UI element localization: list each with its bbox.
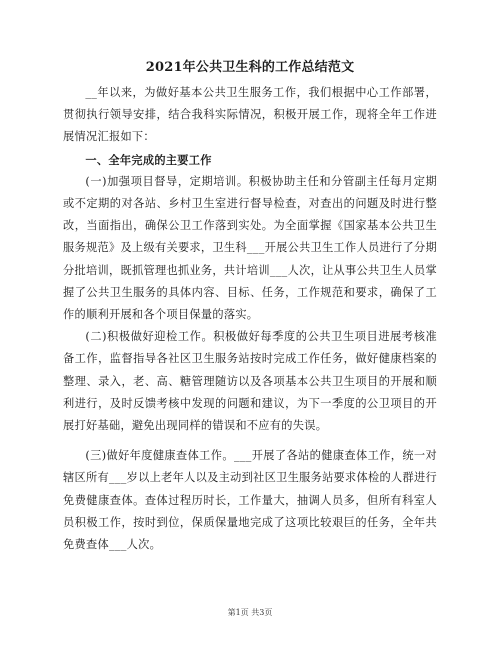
paragraph-1: (一)加强项目督导，定期培训。积极协助主任和分管副主任每月定期或不定期的对各站、乡村卫生室进行督导检查，对查出的问题及时进行整改，当面指出，确保公卫工作落到实处。为全面掌握《国家基本公共卫生服务规范》及上级有关要求，卫生科___开展公共卫生工作人员进行了分期分批培训，既抓管理也抓业务，共计培训___人次，让从事公共卫生人员掌握了公共卫生服务的具体内容、目标、任务，工作规范和要求，确保了工作的顺利开展和各个项目保量的落实。: [63, 174, 437, 322]
paragraph-3: (三)做好年度健康查体工作。___开展了各站的健康查体工作，统一对辖区所有___岁以上老年人以及主动到社区卫生服务站要求体检的人群进行免费健康查体。查体过程历时长，工作量大，抽调人员多，但所有科室人员积极工作，按时到位，保质保量地完成了这项比较艰巨的任务，全年共免费查体___人次。: [63, 449, 437, 552]
paragraph-2: (二)积极做好迎检工作。积极做好每季度的公共卫生项目进展考核准备工作，监督指导各社区卫生服务站按时完成工作任务，做好健康档案的整理、录入，老、高、糖管理随访以及各项基本公共卫生项目的开展和顺利进行，及时反馈考核中发现的问题和建议，为下一季度的公卫项目的开展打好基础，避免出现同样的错误和不应有的失误。: [63, 330, 437, 433]
document-body: [63, 82, 437, 556]
page-footer: 第1页 共3页: [227, 608, 273, 617]
section-heading: 一、全年完成的主要工作: [85, 152, 212, 167]
intro-paragraph: __年以来，为做好基本公共卫生服务工作，我们根据中心工作部署，贯彻执行领导安排，结合我科实际情况，积极开展工作，现将全年工作进展情况汇报如下：: [63, 86, 437, 144]
document-title: 2021年公共卫生科的工作总结范文: [145, 60, 355, 75]
